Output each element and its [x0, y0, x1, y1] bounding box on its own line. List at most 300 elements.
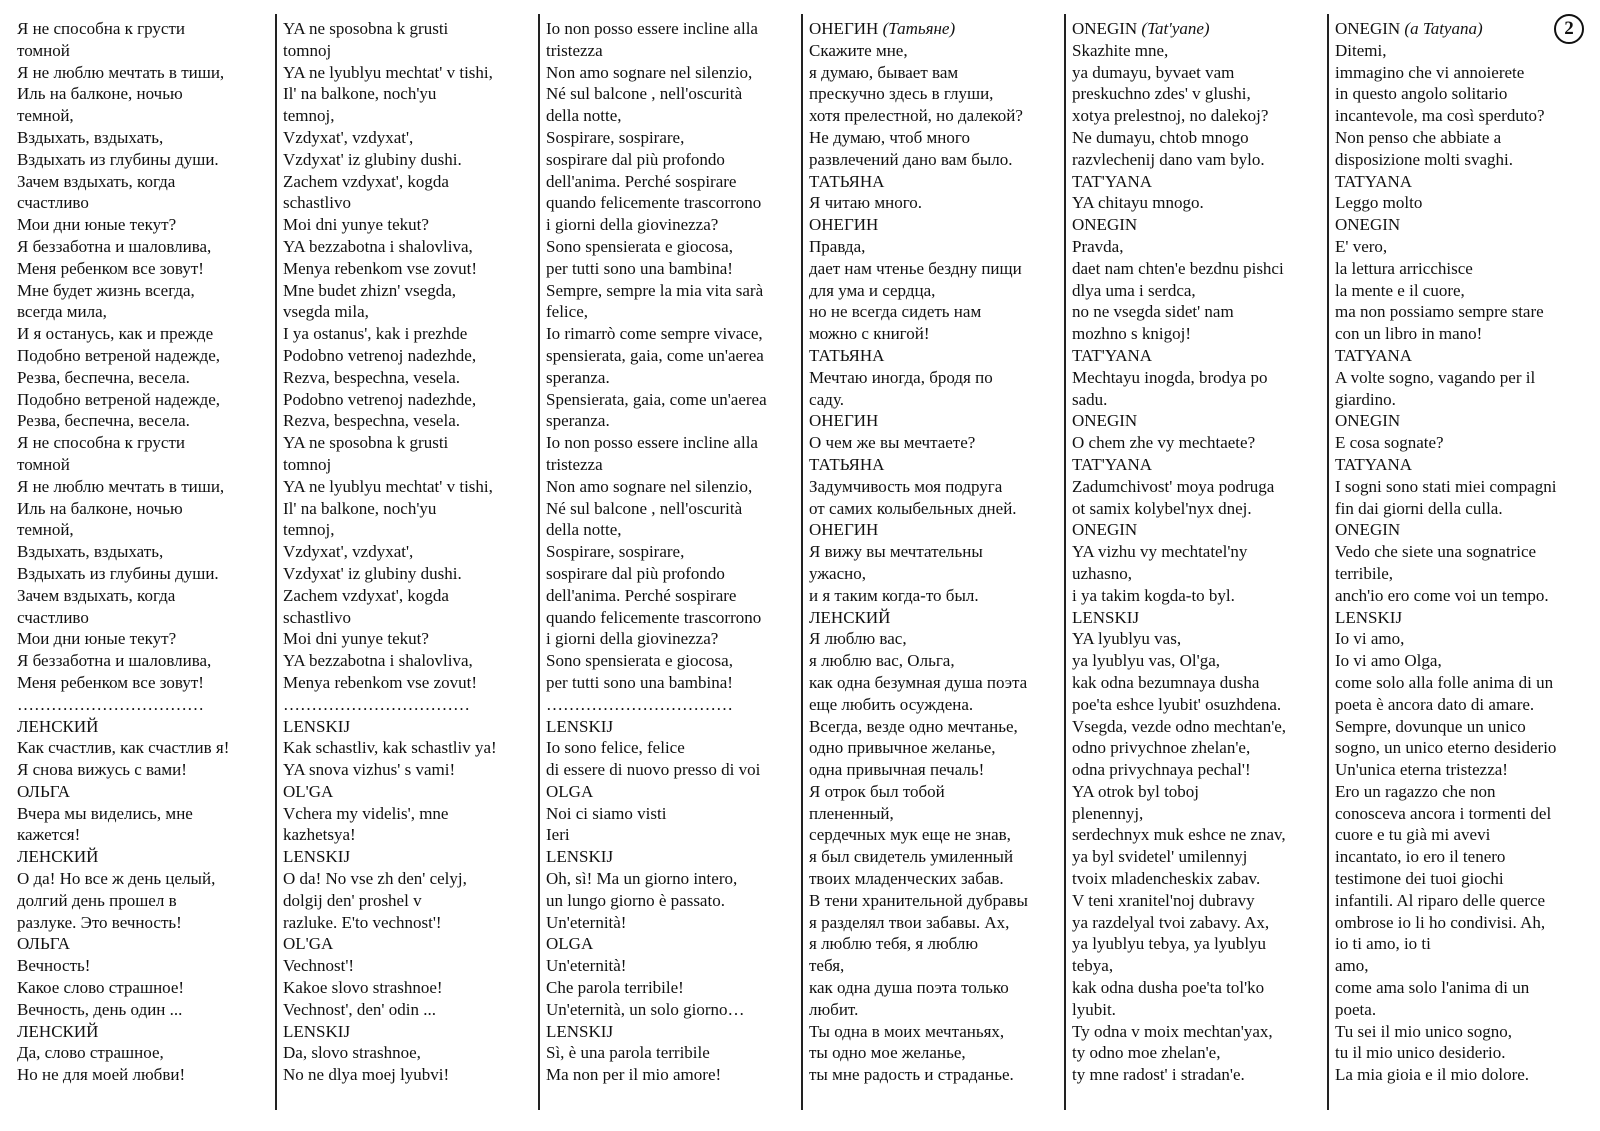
text-line: ya dumayu, byvaet vam	[1072, 62, 1235, 82]
text-line: E' vero,	[1335, 236, 1388, 256]
text-line: ONEGIN	[1335, 411, 1401, 431]
text-line: odno privychnoe zhelan'e,	[1072, 738, 1251, 758]
text-line: I sogni sono stati miei compagni	[1335, 476, 1557, 496]
text-line: Io vi amo Olga,	[1335, 651, 1442, 671]
text-line: Zachem vzdyxat', kogda	[283, 171, 449, 191]
text-line: Мечтаю иногда, бродя по	[809, 367, 993, 387]
stage-direction: (Татьяне)	[882, 19, 956, 38]
text-line: Sono spensierata e giocosa,	[546, 236, 733, 256]
text-line: Il' na balkone, noch'yu	[283, 84, 437, 104]
text-line: xotya prelestnoj, no dalekoj?	[1072, 106, 1269, 126]
text-line: LENSKIJ	[283, 716, 351, 736]
text-line: Да, слово страшное,	[17, 1043, 164, 1063]
text-line: ОНЕГИН	[809, 411, 879, 431]
text-line: kak odna bezumnaya dusha	[1072, 672, 1260, 692]
text-line: Pravda,	[1072, 236, 1124, 256]
text-line: Oh, sì! Ma un giorno intero,	[546, 869, 738, 889]
text-line: Io rimarrò come sempre vivace,	[546, 324, 763, 344]
text-line: tebya,	[1072, 956, 1114, 976]
text-line: Vzdyxat', vzdyxat',	[283, 127, 414, 147]
text-line: я люблю тебя, я люблю	[809, 934, 979, 954]
text-line: La mia gioia e il mio dolore.	[1335, 1065, 1530, 1085]
text-line: Vechnost', den' odin ...	[283, 999, 436, 1019]
text-line: OL'GA	[283, 934, 334, 954]
text-line: В тени хранительной дубравы	[809, 890, 1028, 910]
text-line: LENSKIJ	[546, 847, 614, 867]
text-line: Moi dni yunye tekut?	[283, 215, 429, 235]
text-line: Зачем вздыхать, когда	[17, 171, 176, 191]
column-italian-right	[1327, 14, 1593, 1110]
text-line: одно привычное желанье,	[809, 738, 996, 758]
text-line: Мне будет жизнь всегда,	[17, 280, 195, 300]
text-line: poe'ta eshce lyubit' osuzhdena.	[1072, 694, 1282, 714]
text-line: i giorni della giovinezza?	[546, 629, 719, 649]
column-italian-left	[538, 14, 801, 1110]
text-line: Spensierata, gaia, come un'aerea	[546, 389, 767, 409]
text-line: Sospirare, sospirare,	[546, 127, 685, 147]
text-line: io ti amo, io ti	[1335, 934, 1431, 954]
text-line: Я снова вижусь с вами!	[17, 760, 187, 780]
text-line: Io non posso essere incline alla	[546, 433, 758, 453]
text-line: come solo alla folle anima di un	[1335, 672, 1554, 692]
text-line: A volte sogno, vagando per il	[1335, 367, 1536, 387]
text-line: Как счастлив, как счастлив я!	[17, 738, 230, 758]
text-line: ONEGIN	[1072, 520, 1138, 540]
text-line: Io non posso essere incline alla	[546, 19, 758, 38]
text-line: LENSKIJ	[283, 847, 351, 867]
text-line: Я не способна к грусти	[17, 433, 185, 453]
text-line: Вздыхать, вздыхать,	[17, 127, 164, 147]
text-line: sospirare dal più profondo	[546, 563, 725, 583]
text-line: ……………………………	[17, 694, 204, 714]
text-line: no ne vsegda sidet' nam	[1072, 302, 1234, 322]
text-line: schastlivo	[283, 193, 351, 213]
text-line: Вечность!	[17, 956, 91, 976]
text-line: всегда мила,	[17, 302, 107, 322]
text-line: Menya rebenkom vse zovut!	[283, 672, 478, 692]
text-line: Вечность, день один ...	[17, 999, 183, 1019]
text-line: ma non possiamo sempre stare	[1335, 302, 1544, 322]
text-line: Zadumchivost' moya podruga	[1072, 476, 1275, 496]
text-line: Меня ребенком все зовут!	[17, 258, 204, 278]
text-line: dell'anima. Perché sospirare	[546, 171, 737, 191]
text-line: и я таким когда-то был.	[809, 585, 979, 605]
text-line: ya lyublyu tebya, ya lyublyu	[1072, 934, 1267, 954]
text-line: Vzdyxat', vzdyxat',	[283, 542, 414, 562]
text-line: ty mne radost' i stradan'e.	[1072, 1065, 1245, 1085]
text-line: Вздыхать из глубины души.	[17, 563, 219, 583]
text-line: uzhasno,	[1072, 563, 1132, 583]
text-line: poeta.	[1335, 999, 1377, 1019]
text-line: YA vizhu vy mechtatel'ny	[1072, 542, 1248, 562]
text-line: хотя прелестной, но далекой?	[809, 106, 1023, 126]
text-line: я был свидетель умиленный	[809, 847, 1014, 867]
text-line: ТАТЬЯНА	[809, 345, 885, 365]
text-line: di essere di nuovo presso di voi	[546, 760, 761, 780]
text-line: per tutti sono una bambina!	[546, 672, 733, 692]
text-line: Вздыхать, вздыхать,	[17, 542, 164, 562]
text-line: O chem zhe vy mechtaete?	[1072, 433, 1256, 453]
text-line: tristezza	[546, 40, 603, 60]
text-line: ty odno moe zhelan'e,	[1072, 1043, 1221, 1063]
text-line: Скажите мне,	[809, 40, 908, 60]
text-line: lyubit.	[1072, 999, 1116, 1019]
text-line: per tutti sono una bambina!	[546, 258, 733, 278]
text-line: Kak schastliv, kak schastliv ya!	[283, 738, 497, 758]
text-line: счастливо	[17, 193, 89, 213]
text-line: Menya rebenkom vse zovut!	[283, 258, 478, 278]
text-line: Я беззаботна и шаловлива,	[17, 651, 212, 671]
text-line: YA otrok byl toboj	[1072, 781, 1200, 801]
text-line: sospirare dal più profondo	[546, 149, 725, 169]
text-line: я разделял твои забавы. Ах,	[809, 912, 1010, 932]
column-transliteration-left	[275, 14, 538, 1110]
text-line: томной	[17, 40, 70, 60]
text-line: томной	[17, 454, 70, 474]
text-line: tu il mio unico desiderio.	[1335, 1043, 1506, 1063]
text-line: sadu.	[1072, 389, 1108, 409]
text-line: razvlechenij dano vam bylo.	[1072, 149, 1265, 169]
text-line: YA bezzabotna i shalovliva,	[283, 236, 473, 256]
text-line: immagino che vi annoierete	[1335, 62, 1525, 82]
text-line: Non amo sognare nel silenzio,	[546, 476, 753, 496]
text-line: ОЛЬГА	[17, 781, 70, 801]
text-line: Подобно ветреной надежде,	[17, 345, 221, 365]
text-line: con un libro in mano!	[1335, 324, 1483, 344]
text-line: Вчера мы виделись, мне	[17, 803, 193, 823]
text-line: кажется!	[17, 825, 81, 845]
text-line: Меня ребенком все зовут!	[17, 672, 204, 692]
text-line: V teni xranitel'noj dubravy	[1072, 890, 1255, 910]
text-line: дает нам чтенье бездну пищи	[809, 258, 1022, 278]
text-line: темной,	[17, 106, 74, 126]
text-line: Non penso che abbiate a	[1335, 127, 1502, 147]
text-line: ot samix kolybel'nyx dnej.	[1072, 498, 1252, 518]
text-line: OLGA	[546, 934, 594, 954]
text-line: preskuchno zdes' v glushi,	[1072, 84, 1251, 104]
text-line: serdechnyx muk eshce ne znav,	[1072, 825, 1286, 845]
speaker-name: ОНЕГИН	[809, 19, 879, 38]
text-line: cuore e tu già mi avevi	[1335, 825, 1491, 845]
text-line: Vedo che siete una sognatrice	[1335, 542, 1537, 562]
text-line: speranza.	[546, 367, 610, 387]
text-line: ONEGIN	[1072, 215, 1138, 235]
text-line: Я беззаботна и шаловлива,	[17, 236, 212, 256]
text-line: razluke. E'to vechnost'!	[283, 912, 442, 932]
text-line: долгий день прошел в	[17, 890, 177, 910]
text-line: ЛЕНСКИЙ	[17, 847, 99, 867]
text-line: incantevole, ma così sperduto?	[1335, 106, 1545, 126]
text-line: Mne budet zhizn' vsegda,	[283, 280, 457, 300]
text-line: ЛЕНСКИЙ	[17, 1021, 99, 1041]
text-line: темной,	[17, 520, 74, 540]
text-line: spensierata, gaia, come un'aerea	[546, 345, 764, 365]
text-line: kak odna dusha poe'ta tol'ko	[1072, 978, 1265, 998]
text-line: E cosa sognate?	[1335, 433, 1444, 453]
text-line: Ne dumayu, chtob mnogo	[1072, 127, 1249, 147]
text-line: Ty odna v moix mechtan'yax,	[1072, 1021, 1273, 1041]
text-line: Sempre, dovunque un unico	[1335, 716, 1526, 736]
text-line: ты одно мое желанье,	[809, 1043, 966, 1063]
text-line: Mechtayu inogda, brodya po	[1072, 367, 1268, 387]
text-line: la lettura arricchisce	[1335, 258, 1473, 278]
text-line: Sì, è una parola terribile	[546, 1043, 710, 1063]
text-line: я люблю вас, Ольга,	[809, 651, 955, 671]
text-line: Какое слово страшное!	[17, 978, 185, 998]
text-line: TATYANA	[1335, 171, 1413, 191]
text-line: testimone dei tuoi giochi	[1335, 869, 1504, 889]
text-line: fin dai giorni della culla.	[1335, 498, 1503, 518]
stage-direction: (a Tatyana)	[1404, 19, 1483, 38]
text-line: Tu sei il mio unico sogno,	[1335, 1021, 1512, 1041]
text-line: i giorni della giovinezza?	[546, 215, 719, 235]
text-line: YA ne sposobna k grusti	[283, 19, 449, 38]
text-line: но не всегда сидеть нам	[809, 302, 982, 322]
text-line: quando felicemente trascorrono	[546, 193, 762, 213]
text-line: Ты одна в моих мечтаньях,	[809, 1021, 1005, 1041]
text-line: anch'io ero come voi un tempo.	[1335, 585, 1549, 605]
text-line: Sono spensierata e giocosa,	[546, 651, 733, 671]
text-line: YA chitayu mnogo.	[1072, 193, 1204, 213]
text-line: quando felicemente trascorrono	[546, 607, 762, 627]
text-line: О чем же вы мечтаете?	[809, 433, 976, 453]
text-line: Иль на балконе, ночью	[17, 84, 183, 104]
text-line: YA lyublyu vas,	[1072, 629, 1182, 649]
text-line: LENSKIJ	[1072, 607, 1140, 627]
text-line: разлуке. Это вечность!	[17, 912, 182, 932]
text-line: TATYANA	[1335, 345, 1413, 365]
text-line: ТАТЬЯНА	[809, 171, 885, 191]
text-line: тебя,	[809, 956, 845, 976]
text-line: ya razdelyal tvoi zabavy. Ax,	[1072, 912, 1270, 932]
text-line: ……………………………	[283, 694, 470, 714]
text-line: Non amo sognare nel silenzio,	[546, 62, 753, 82]
text-line: LENSKIJ	[546, 716, 614, 736]
column-russian-right	[801, 14, 1064, 1110]
text-line: dell'anima. Perché sospirare	[546, 585, 737, 605]
text-line: Мои дни юные текут?	[17, 629, 177, 649]
text-line: Che parola terribile!	[546, 978, 684, 998]
text-line: ЛЕНСКИЙ	[809, 607, 891, 627]
text-line: Мои дни юные текут?	[17, 215, 177, 235]
text-line: Ma non per il mio amore!	[546, 1065, 722, 1085]
text-line: ужасно,	[809, 563, 866, 583]
text-line: la mente e il cuore,	[1335, 280, 1465, 300]
text-line: TATYANA	[1335, 454, 1413, 474]
text-line: Da, slovo strashnoe,	[283, 1043, 421, 1063]
text-line: un lungo giorno è passato.	[546, 890, 725, 910]
text-line: YA bezzabotna i shalovliva,	[283, 651, 473, 671]
text-line: Un'eternità!	[546, 956, 627, 976]
text-line: развлечений дано вам было.	[809, 149, 1013, 169]
text-line: Вздыхать из глубины души.	[17, 149, 219, 169]
text-line: tomnoj	[283, 454, 332, 474]
text-line: giardino.	[1335, 389, 1396, 409]
text-line: Правда,	[809, 236, 866, 256]
text-line: della notte,	[546, 106, 622, 126]
text-line: Иль на балконе, ночью	[17, 498, 183, 518]
text-line: Vzdyxat' iz glubiny dushi.	[283, 149, 462, 169]
page-number-badge: 2	[1554, 14, 1584, 44]
text-line: TAT'YANA	[1072, 454, 1153, 474]
text-line: плененный,	[809, 803, 894, 823]
text-line: temnoj,	[283, 520, 335, 540]
text-line: Zachem vzdyxat', kogda	[283, 585, 449, 605]
speaker-header	[1072, 18, 1321, 40]
text-line: от самих колыбельных дней.	[809, 498, 1017, 518]
text-line: Skazhite mne,	[1072, 40, 1169, 60]
text-line: Io sono felice, felice	[546, 738, 685, 758]
text-line: Podobno vetrenoj nadezhde,	[283, 389, 477, 409]
text-line: TAT'YANA	[1072, 171, 1153, 191]
text-line: Moi dni yunye tekut?	[283, 629, 429, 649]
text-line: Io vi amo,	[1335, 629, 1405, 649]
text-line: Я не люблю мечтать в тиши,	[17, 62, 225, 82]
speaker-header	[1335, 18, 1587, 40]
text-line: ОНЕГИН	[809, 520, 879, 540]
text-line: Podobno vetrenoj nadezhde,	[283, 345, 477, 365]
text-line: Подобно ветреной надежде,	[17, 389, 221, 409]
text-line: Un'eternità!	[546, 912, 627, 932]
text-line: tristezza	[546, 454, 603, 474]
text-line: plenennyj,	[1072, 803, 1144, 823]
text-line: YA ne lyublyu mechtat' v tishi,	[283, 476, 493, 496]
column-transliteration-right	[1064, 14, 1327, 1110]
text-line: I ya ostanus', kak i prezhde	[283, 324, 468, 344]
text-line: саду.	[809, 389, 844, 409]
text-line: disposizione molti svaghi.	[1335, 149, 1514, 169]
text-line: Né sul balcone , nell'oscurità	[546, 84, 743, 104]
text-line: incantato, io ero il tenero	[1335, 847, 1506, 867]
text-line: как одна душа поэта только	[809, 978, 1009, 998]
text-line: amo,	[1335, 956, 1369, 976]
text-line: я думаю, бывает вам	[809, 62, 959, 82]
text-line: Leggo molto	[1335, 193, 1423, 213]
text-line: temnoj,	[283, 106, 335, 126]
text-line: Я отрок был тобой	[809, 781, 945, 801]
text-line: Sospirare, sospirare,	[546, 542, 685, 562]
text-line: Всегда, везде одно мечтанье,	[809, 716, 1018, 736]
text-line: LENSKIJ	[546, 1021, 614, 1041]
text-line: Зачем вздыхать, когда	[17, 585, 176, 605]
text-line: dolgij den' proshel v	[283, 890, 422, 910]
text-line: ЛЕНСКИЙ	[17, 716, 99, 736]
text-line: Резва, беспечна, весела.	[17, 367, 190, 387]
text-line: ОНЕГИН	[809, 215, 879, 235]
text-line: daet nam chten'e bezdnu pishci	[1072, 258, 1284, 278]
text-line: сердечных мук еще не знав,	[809, 825, 1011, 845]
text-line: Я вижу вы мечтательны	[809, 542, 983, 562]
text-line: еще любить осуждена.	[809, 694, 974, 714]
text-line: Un'eternità, un solo giorno…	[546, 999, 745, 1019]
text-line: И я останусь, как и прежде	[17, 324, 214, 344]
text-line: Я не люблю мечтать в тиши,	[17, 476, 225, 496]
text-line: Vsegda, vezde odno mechtan'e,	[1072, 716, 1287, 736]
text-line: Il' na balkone, noch'yu	[283, 498, 437, 518]
text-line: in questo angolo solitario	[1335, 84, 1508, 104]
text-line: YA ne sposobna k grusti	[283, 433, 449, 453]
text-line: можно с книгой!	[809, 324, 930, 344]
text-line: прескучно здесь в глуши,	[809, 84, 994, 104]
text-line: tomnoj	[283, 40, 332, 60]
text-line: твоих младенческих забав.	[809, 869, 1004, 889]
text-line: odna privychnaya pechal'!	[1072, 760, 1251, 780]
text-line: conosceva ancora i tormenti del	[1335, 803, 1552, 823]
text-line: sogno, un unico eterno desiderio	[1335, 738, 1557, 758]
text-line: Noi ci siamo visti	[546, 803, 667, 823]
text-line: No ne dlya moej lyubvi!	[283, 1065, 450, 1085]
text-line: Ditemi,	[1335, 40, 1387, 60]
text-line: Задумчивость моя подруга	[809, 476, 1003, 496]
text-line: ТАТЬЯНА	[809, 454, 885, 474]
text-line: OL'GA	[283, 781, 334, 801]
column-russian-left	[14, 14, 275, 1110]
text-line: ……………………………	[546, 694, 733, 714]
text-line: YA ne lyublyu mechtat' v tishi,	[283, 62, 493, 82]
text-line: ya byl svidetel' umilennyj	[1072, 847, 1248, 867]
text-line: Rezva, bespechna, vesela.	[283, 367, 460, 387]
text-line: Vechnost'!	[283, 956, 355, 976]
text-line: О да! Но все ж день целый,	[17, 869, 216, 889]
text-line: Ieri	[546, 825, 570, 845]
text-line: одна привычная печаль!	[809, 760, 985, 780]
text-line: Я не способна к грусти	[17, 19, 185, 38]
text-line: ONEGIN	[1072, 411, 1138, 431]
speaker-name: ONEGIN	[1335, 19, 1401, 38]
text-line: poeta è ancora dato di amare.	[1335, 694, 1535, 714]
text-line: Vchera my videlis', mne	[283, 803, 449, 823]
text-line: для ума и сердца,	[809, 280, 936, 300]
text-line: vsegda mila,	[283, 302, 369, 322]
text-line: Kakoe slovo strashnoe!	[283, 978, 443, 998]
text-line: kazhetsya!	[283, 825, 356, 845]
text-line: Я читаю много.	[809, 193, 923, 213]
speaker-name: ONEGIN	[1072, 19, 1138, 38]
text-line: dlya uma i serdca,	[1072, 280, 1196, 300]
text-line: TAT'YANA	[1072, 345, 1153, 365]
text-line: Резва, беспечна, весела.	[17, 411, 190, 431]
text-line: ты мне радость и страданье.	[809, 1065, 1014, 1085]
text-line: terribile,	[1335, 563, 1394, 583]
text-line: Я люблю вас,	[809, 629, 907, 649]
text-line: счастливо	[17, 607, 89, 627]
text-line: i ya takim kogda-to byl.	[1072, 585, 1235, 605]
text-line: LENSKIJ	[1335, 607, 1403, 627]
text-line: Un'unica eterna tristezza!	[1335, 760, 1508, 780]
text-line: Но не для моей любви!	[17, 1065, 186, 1085]
text-line: LENSKIJ	[283, 1021, 351, 1041]
text-line: Sempre, sempre la mia vita sarà	[546, 280, 764, 300]
text-line: tvoix mladencheskix zabav.	[1072, 869, 1261, 889]
text-line: ombrose io li ho condivisi. Ah,	[1335, 912, 1546, 932]
text-line: felice,	[546, 302, 588, 322]
text-line: come ama solo l'anima di un	[1335, 978, 1530, 998]
text-line: speranza.	[546, 411, 610, 431]
text-line: mozhno s knigoj!	[1072, 324, 1191, 344]
text-line: Né sul balcone , nell'oscurità	[546, 498, 743, 518]
text-line: Vzdyxat' iz glubiny dushi.	[283, 563, 462, 583]
text-line: ONEGIN	[1335, 520, 1401, 540]
text-line: любит.	[809, 999, 859, 1019]
text-line: OLGA	[546, 781, 594, 801]
text-line: Не думаю, чтоб много	[809, 127, 970, 147]
text-line: O da! No vse zh den' celyj,	[283, 869, 467, 889]
text-line: Rezva, bespechna, vesela.	[283, 411, 460, 431]
text-line: как одна безумная душа поэта	[809, 672, 1028, 692]
speaker-header	[809, 18, 1058, 40]
text-line: ОЛЬГА	[17, 934, 70, 954]
text-line: schastlivo	[283, 607, 351, 627]
